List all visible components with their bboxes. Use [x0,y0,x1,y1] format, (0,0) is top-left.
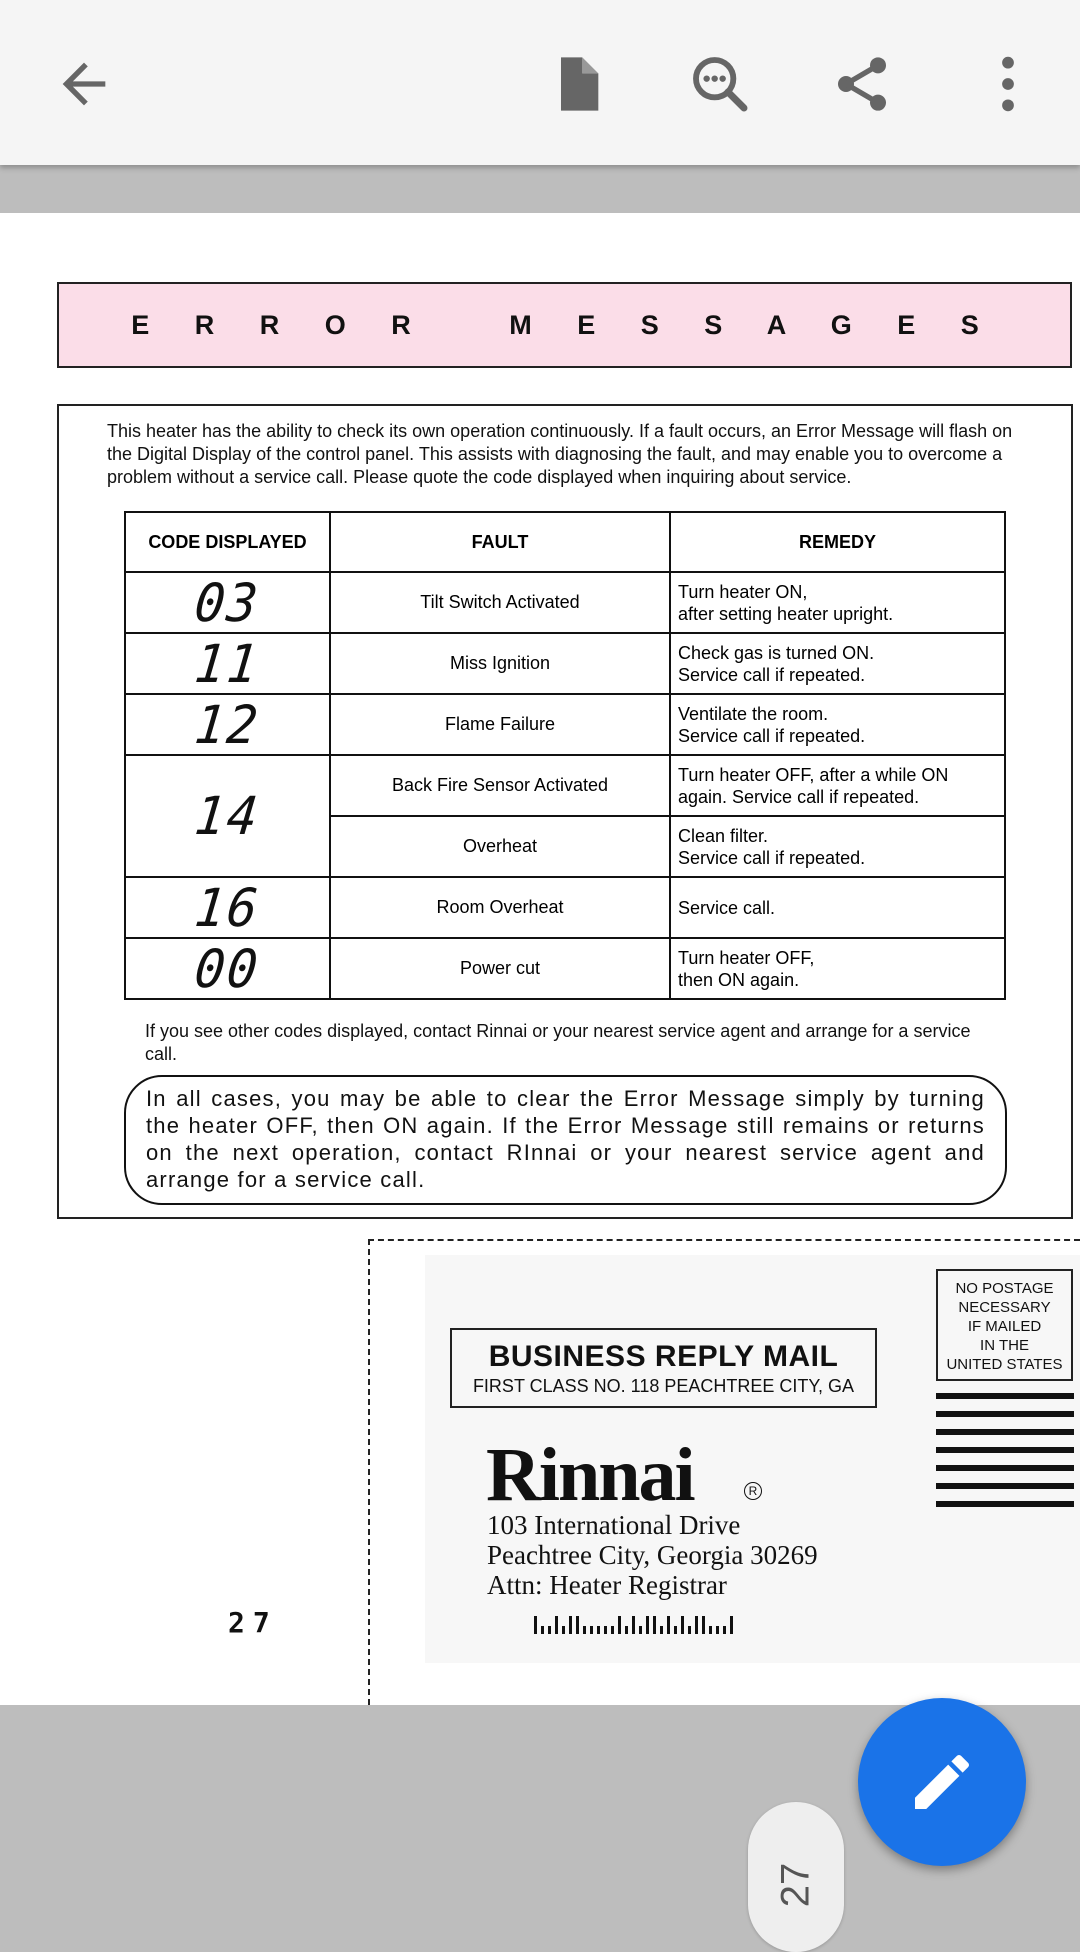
page-number: 27 [228,1606,278,1639]
remedy-line: Clean filter. [678,825,769,846]
section-title: E R R O R M E S S A G E S [131,309,998,340]
remedy-line: Turn heater OFF, after a while ON [678,764,949,785]
fault-cell: Power cut [330,938,670,999]
table-row [125,877,1005,938]
code-cell [125,938,330,999]
page-indicator[interactable] [748,1802,844,1952]
cut-line-vertical [368,1239,370,1705]
page-indicator-label: 27 [773,1862,818,1907]
magnify-dots-icon [688,52,752,116]
code-display: 11 [192,633,263,694]
postal-barcode [534,1614,744,1636]
fault-cell: Overheat [330,816,670,877]
header-remedy: REMEDY [670,512,1005,572]
more-vertical-icon [976,52,1040,116]
postage-line: NO POSTAGE [955,1280,1054,1297]
postage-line: UNITED STATES [946,1356,1063,1373]
remedy-line: Turn heater OFF, [678,947,815,968]
remedy-cell [670,877,1005,938]
arrow-left-icon [52,52,116,116]
table-row [125,572,1005,633]
cut-line-horizontal [368,1239,1080,1241]
registered-mark: R [744,1482,762,1500]
search-button[interactable] [678,42,762,126]
fault-cell: Miss Ignition [330,633,670,694]
postage-line: IF MAILED [967,1318,1042,1335]
remedy-cell [670,816,1005,877]
code-cell [125,755,330,877]
rinnai-logo: Rinnai [486,1433,694,1517]
reply-title: BUSINESS REPLY MAIL [488,1340,839,1373]
code-cell [125,633,330,694]
remedy-line: Service call if repeated. [678,847,866,868]
address-line: Attn: Heater Registrar [487,1570,727,1600]
code-display: 16 [192,877,263,938]
remedy-line: Service call. [678,897,776,918]
share-button[interactable] [820,42,904,126]
remedy-cell [670,938,1005,999]
document-icon [545,52,609,116]
header-fault: FAULT [330,512,670,572]
table-row [125,694,1005,755]
remedy-line: Turn heater ON, [678,581,808,602]
address-line: 103 International Drive [487,1510,741,1540]
remedy-line: Ventilate the room. [678,703,829,724]
fault-cell: Tilt Switch Activated [330,572,670,633]
code-display: 14 [192,785,263,847]
table-header-row [125,512,1005,572]
fault-cell: Flame Failure [330,694,670,755]
remedy-line: after setting heater upright. [678,603,894,624]
table-row [125,938,1005,999]
clear-error-note: In all cases, you may be able to clear the Error Message simply by turning the heater OFF, then ON again. If the Error Message still remains or returns on the next operation, contact RInnai or your nearest service agent and arrange for a service call. [124,1075,1007,1205]
remedy-line: Check gas is turned ON. [678,642,875,663]
postage-box [936,1269,1073,1381]
reply-subtitle: FIRST CLASS NO. 118 PEACHTREE CITY, GA [472,1376,855,1396]
fault-cell: Room Overheat [330,877,670,938]
header-code: CODE DISPLAYED [125,512,330,572]
error-code-table [124,511,1006,1000]
remedy-line: then ON again. [678,969,800,990]
code-cell [125,572,330,633]
remedy-line: Service call if repeated. [678,664,866,685]
table-row [125,755,1005,816]
code-cell [125,877,330,938]
postage-line: NECESSARY [958,1299,1051,1316]
section-title-box [57,282,1072,368]
postage-line: IN THE [980,1337,1029,1354]
remedy-cell [670,572,1005,633]
remedy-cell [670,633,1005,694]
top-app-bar [0,0,1080,165]
remedy-line: Service call if repeated. [678,725,866,746]
more-options-button[interactable] [966,42,1050,126]
other-codes-note: If you see other codes displayed, contact Rinnai or your nearest service agent and arrange for a service call. [145,1021,971,1064]
remedy-cell [670,755,1005,816]
code-display: 00 [192,938,263,999]
code-cell [125,694,330,755]
pencil-icon [906,1746,978,1818]
code-display: 03 [192,572,263,633]
code-display: 12 [192,694,263,755]
share-icon [830,52,894,116]
address-line: Peachtree City, Georgia 30269 [487,1540,818,1570]
intro-paragraph: This heater has the ability to check its own operation continuously. If a fault occurs, an Error Message will flash on the Digital Display of the control panel. This assists with diagnosing the fault, and may enable you to overcome a problem without a service call. Please quote the code displayed when inquiring about service. [107,421,1013,487]
remedy-cell [670,694,1005,755]
back-button[interactable] [42,42,126,126]
remedy-line: again. Service call if repeated. [678,786,920,807]
reply-address [487,1510,818,1600]
business-reply-box [450,1328,877,1408]
fault-cell: Back Fire Sensor Activated [330,755,670,816]
table-row [125,633,1005,694]
document-button[interactable] [535,42,619,126]
postal-bars [936,1393,1074,1519]
edit-fab-button[interactable] [858,1698,1026,1866]
